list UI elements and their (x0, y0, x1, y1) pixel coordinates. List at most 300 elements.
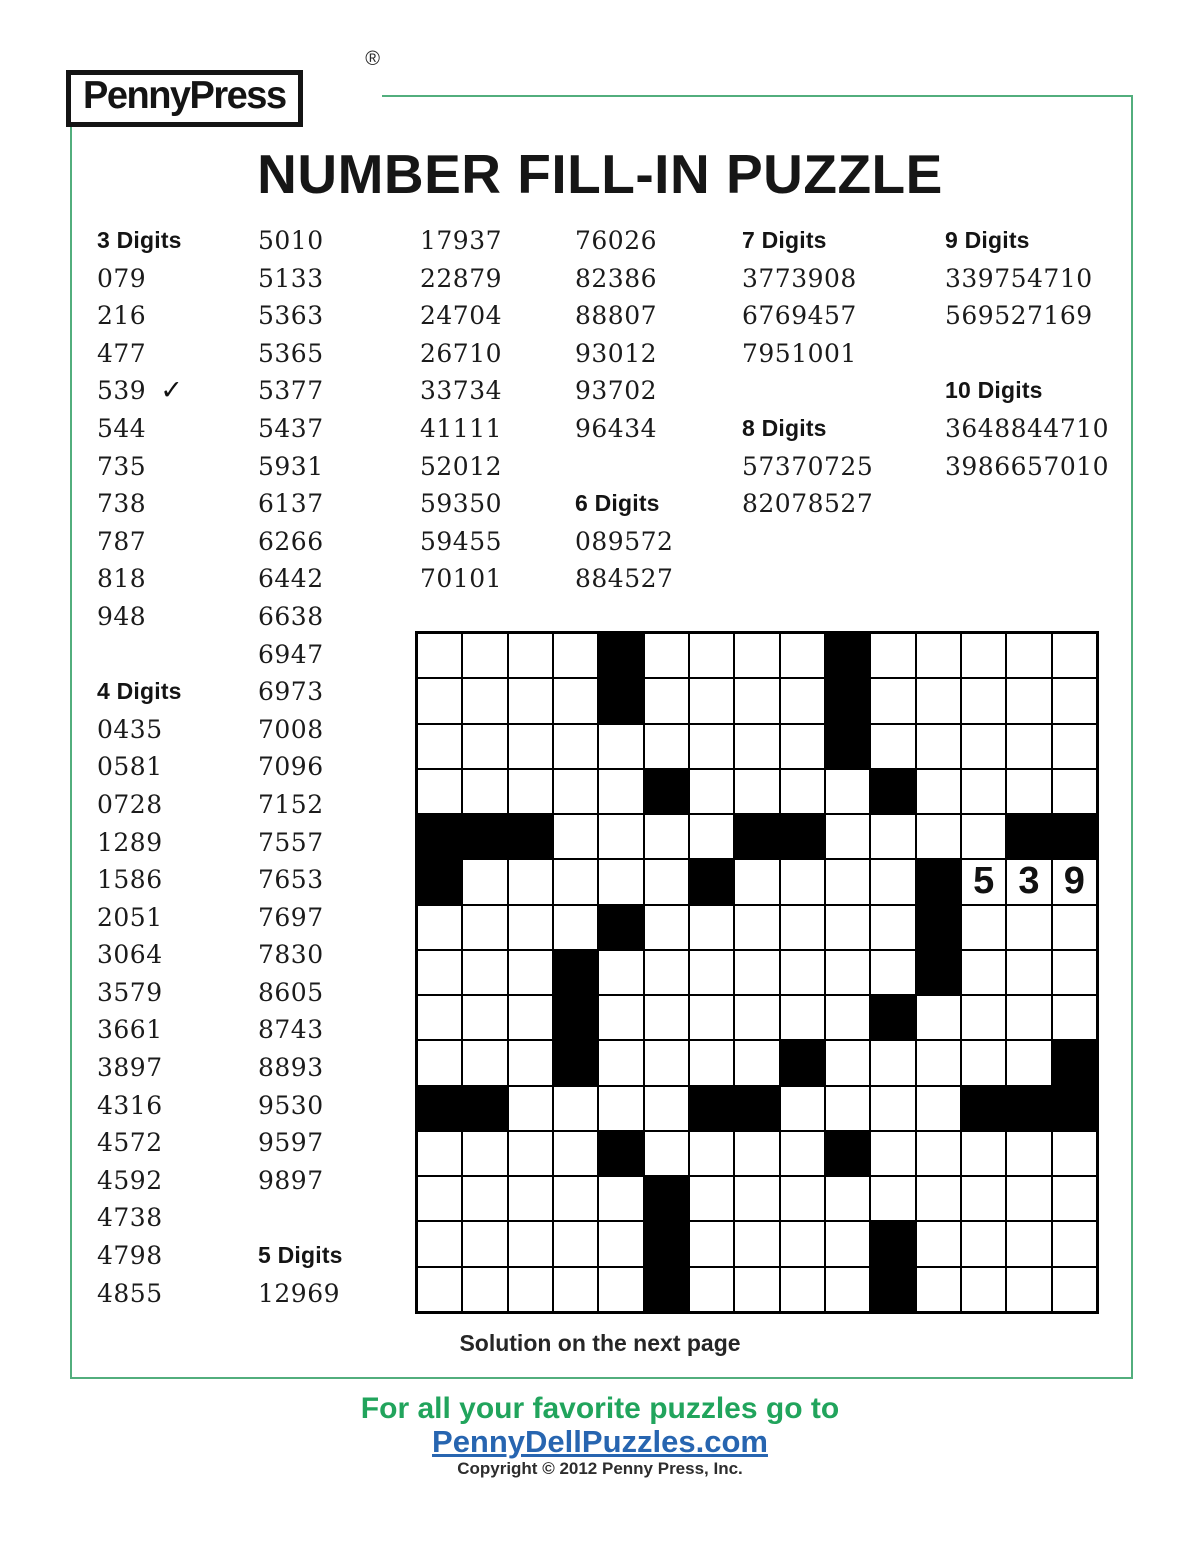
number-item: 787 (97, 526, 147, 556)
grid-cell[interactable] (916, 1221, 961, 1266)
grid-cell[interactable] (462, 678, 507, 723)
digit-group-header: 7 Digits (742, 227, 827, 253)
grid-cell[interactable] (462, 1131, 507, 1176)
number-item: 539 ✓ (97, 375, 184, 407)
grid-cell[interactable] (1006, 1176, 1051, 1221)
grid-cell[interactable] (734, 724, 779, 769)
grid-cell[interactable] (689, 1040, 734, 1085)
grid-cell[interactable] (870, 950, 915, 995)
grid-cell[interactable] (553, 1131, 598, 1176)
grid-cell[interactable] (553, 859, 598, 904)
grid-cell[interactable] (598, 814, 643, 859)
grid-cell[interactable] (553, 1086, 598, 1131)
number-item: 6442 (258, 564, 324, 594)
grid-cell[interactable] (644, 1040, 689, 1085)
solution-note: Solution on the next page (459, 1330, 741, 1356)
grid-cell[interactable] (508, 633, 553, 678)
grid-cell-black (870, 1267, 915, 1312)
grid-cell-black (417, 859, 462, 904)
grid-cell[interactable] (508, 859, 553, 904)
number-item: 6947 (258, 639, 324, 669)
grid-cell[interactable] (916, 995, 961, 1040)
number-item: 3579 (97, 977, 163, 1007)
grid-cell[interactable] (644, 633, 689, 678)
number-item: 70101 (420, 564, 503, 594)
grid-cell[interactable] (508, 1040, 553, 1085)
number-list-column-4 (575, 222, 673, 598)
grid-cell[interactable] (780, 1131, 825, 1176)
grid-cell[interactable] (916, 678, 961, 723)
grid-cell[interactable] (689, 633, 734, 678)
grid-cell-black (1052, 1040, 1097, 1085)
grid-cell[interactable] (916, 1131, 961, 1176)
grid-cell[interactable] (825, 1086, 870, 1131)
grid-cell[interactable] (417, 1221, 462, 1266)
number-item: 26710 (420, 338, 503, 368)
grid-cell[interactable] (417, 633, 462, 678)
site-link[interactable]: PennyDellPuzzles.com (432, 1424, 768, 1459)
grid-cell[interactable] (689, 1176, 734, 1221)
grid-cell[interactable] (553, 678, 598, 723)
grid-cell[interactable] (734, 1176, 779, 1221)
grid-cell-black (870, 769, 915, 814)
grid-cell[interactable] (689, 678, 734, 723)
grid-cell[interactable] (961, 1176, 1006, 1221)
grid-cell[interactable] (417, 950, 462, 995)
grid-cell[interactable] (734, 1040, 779, 1085)
number-item: 1586 (97, 865, 163, 895)
grid-cell[interactable] (961, 633, 1006, 678)
grid-cell[interactable] (553, 633, 598, 678)
grid-cell[interactable] (916, 633, 961, 678)
grid-cell[interactable] (916, 814, 961, 859)
grid-cell[interactable] (417, 769, 462, 814)
grid-cell-black (644, 1176, 689, 1221)
grid-cell[interactable] (734, 769, 779, 814)
grid-cell[interactable] (553, 724, 598, 769)
grid-cell[interactable] (689, 724, 734, 769)
number-item: 5931 (258, 451, 324, 481)
number-item: 5010 (258, 226, 324, 255)
grid-cell[interactable] (780, 678, 825, 723)
grid-cell[interactable] (508, 1176, 553, 1221)
grid-cell[interactable] (553, 769, 598, 814)
grid-cell[interactable]: 3 (1006, 859, 1051, 904)
grid-cell[interactable] (870, 859, 915, 904)
number-item: 22879 (420, 263, 503, 293)
number-list-column-2 (258, 222, 343, 1312)
grid-cell[interactable] (916, 724, 961, 769)
grid-cell[interactable] (870, 905, 915, 950)
grid-cell-black (417, 814, 462, 859)
number-item: 57370725 (742, 451, 874, 481)
number-item: 88807 (575, 301, 658, 331)
grid-cell[interactable] (1006, 1040, 1051, 1085)
number-item: 8605 (258, 977, 324, 1007)
logo-box (66, 70, 303, 127)
grid-cell-black (825, 678, 870, 723)
grid-cell[interactable] (553, 1176, 598, 1221)
number-item: 738 (97, 489, 147, 519)
grid-cell[interactable] (462, 1040, 507, 1085)
digit-group-header: 6 Digits (575, 490, 660, 517)
grid-cell[interactable] (689, 769, 734, 814)
grid-cell[interactable] (825, 769, 870, 814)
grid-cell[interactable] (508, 905, 553, 950)
number-item: 884527 (575, 564, 674, 594)
grid-cell[interactable] (961, 950, 1006, 995)
grid-cell-black (598, 633, 643, 678)
grid-cell[interactable] (870, 1086, 915, 1131)
number-item: 3773908 (742, 263, 857, 293)
grid-cell[interactable]: 5 (961, 859, 1006, 904)
number-item: 33734 (420, 376, 503, 406)
number-item: 4316 (97, 1090, 163, 1120)
grid-cell[interactable] (508, 995, 553, 1040)
grid-cell[interactable] (870, 1040, 915, 1085)
number-item: 52012 (420, 451, 503, 481)
grid-cell[interactable] (553, 1267, 598, 1312)
grid-cell[interactable] (870, 1176, 915, 1221)
digit-group-header: 8 Digits (742, 414, 827, 441)
grid-cell[interactable] (689, 905, 734, 950)
grid-cell[interactable] (780, 1086, 825, 1131)
number-item: 24704 (420, 301, 503, 331)
grid-cell[interactable] (553, 814, 598, 859)
logo (48, 46, 382, 126)
grid-cell[interactable] (508, 1267, 553, 1312)
grid-cell-black (825, 724, 870, 769)
grid-cell[interactable] (734, 995, 779, 1040)
number-item: 4738 (97, 1203, 163, 1233)
grid-cell[interactable] (780, 859, 825, 904)
grid-cell[interactable] (598, 1086, 643, 1131)
grid-cell[interactable] (508, 1086, 553, 1131)
grid-cell-black (598, 678, 643, 723)
grid-cell[interactable] (916, 769, 961, 814)
number-item: 9530 (258, 1090, 324, 1120)
grid-cell-black (780, 814, 825, 859)
grid-cell[interactable] (417, 1267, 462, 1312)
number-item: 477 (97, 338, 147, 368)
grid-cell-black (598, 1131, 643, 1176)
grid-cell[interactable] (689, 1131, 734, 1176)
grid-cell[interactable] (644, 950, 689, 995)
grid-cell[interactable] (462, 1221, 507, 1266)
number-item: 9597 (258, 1128, 324, 1158)
number-item: 6266 (258, 526, 324, 556)
number-item: 41111 (420, 413, 503, 443)
grid-cell-black (689, 1086, 734, 1131)
grid-cell[interactable] (780, 1221, 825, 1266)
grid-cell[interactable] (508, 678, 553, 723)
number-item: 3648844710 (945, 413, 1110, 443)
grid-cell[interactable] (644, 995, 689, 1040)
grid-cell[interactable] (417, 724, 462, 769)
grid-cell[interactable] (462, 724, 507, 769)
number-list-column-6 (945, 222, 1109, 485)
grid-cell[interactable] (961, 905, 1006, 950)
check-icon: ✓ (160, 375, 184, 407)
grid-cell[interactable] (644, 1131, 689, 1176)
grid-cell[interactable] (644, 1086, 689, 1131)
grid-cell[interactable] (598, 724, 643, 769)
number-item: 089572 (575, 526, 674, 556)
page-title: NUMBER FILL-IN PUZZLE (257, 143, 943, 205)
grid-cell[interactable] (870, 724, 915, 769)
copyright-text: Copyright © 2012 Penny Press, Inc. (457, 1459, 743, 1478)
number-item (945, 335, 1109, 373)
grid-cell[interactable] (961, 1131, 1006, 1176)
grid-cell[interactable] (961, 678, 1006, 723)
grid-cell[interactable] (598, 1040, 643, 1085)
grid-cell[interactable] (1052, 724, 1097, 769)
grid-cell[interactable] (825, 1176, 870, 1221)
grid-cell[interactable] (644, 859, 689, 904)
grid-cell[interactable] (734, 905, 779, 950)
grid-cell[interactable] (961, 769, 1006, 814)
grid-cell[interactable] (598, 769, 643, 814)
grid-cell-black (870, 995, 915, 1040)
grid-cell[interactable] (417, 678, 462, 723)
grid-cell[interactable] (1006, 1131, 1051, 1176)
number-item: 3064 (97, 940, 163, 970)
grid-cell[interactable] (417, 1040, 462, 1085)
grid-cell-black (825, 1131, 870, 1176)
number-item: 735 (97, 451, 147, 481)
grid-cell[interactable] (870, 633, 915, 678)
grid-cell[interactable] (1052, 995, 1097, 1040)
grid-cell[interactable] (961, 1040, 1006, 1085)
grid-cell[interactable] (553, 1221, 598, 1266)
number-item: 569527169 (945, 301, 1093, 331)
grid-cell[interactable] (462, 950, 507, 995)
grid-cell[interactable] (780, 1176, 825, 1221)
grid-cell[interactable] (689, 1267, 734, 1312)
grid-cell[interactable] (1006, 678, 1051, 723)
number-item: 0728 (97, 789, 163, 819)
grid-cell-black (553, 1040, 598, 1085)
grid-cell[interactable] (598, 1176, 643, 1221)
grid-cell-black (961, 1086, 1006, 1131)
grid-cell[interactable] (508, 950, 553, 995)
grid-cell[interactable] (780, 950, 825, 995)
grid-cell[interactable] (825, 859, 870, 904)
grid-cell[interactable] (916, 1176, 961, 1221)
grid-cell[interactable] (1052, 678, 1097, 723)
grid-cell[interactable] (780, 633, 825, 678)
number-item: 079 (97, 263, 147, 293)
number-item: 6769457 (742, 301, 857, 331)
number-item: 9897 (258, 1165, 324, 1195)
grid-cell[interactable] (825, 995, 870, 1040)
grid-cell[interactable] (1052, 1221, 1097, 1266)
registered-trademark-icon: ® (365, 48, 380, 70)
grid-cell[interactable] (734, 1221, 779, 1266)
number-item: 3661 (97, 1015, 163, 1045)
grid-cell[interactable] (1052, 905, 1097, 950)
grid-cell[interactable] (689, 950, 734, 995)
grid-cell[interactable] (734, 678, 779, 723)
number-item: 6137 (258, 489, 324, 519)
grid-cell[interactable] (961, 1267, 1006, 1312)
number-item: 59455 (420, 526, 503, 556)
grid-cell[interactable] (825, 814, 870, 859)
grid-cell[interactable] (734, 1131, 779, 1176)
grid-cell[interactable] (462, 905, 507, 950)
grid-cell[interactable] (462, 633, 507, 678)
grid-cell[interactable] (961, 724, 1006, 769)
grid-cell[interactable] (1006, 905, 1051, 950)
number-item: 93702 (575, 376, 658, 406)
promo-text: For all your favorite puzzles go to (360, 1392, 840, 1425)
grid-cell[interactable] (689, 814, 734, 859)
number-item: 544 (97, 413, 147, 443)
grid-cell[interactable] (553, 905, 598, 950)
grid-cell-black (553, 995, 598, 1040)
digit-group-header: 5 Digits (258, 1242, 343, 1269)
grid-cell[interactable] (1006, 1267, 1051, 1312)
grid-cell[interactable] (1006, 950, 1051, 995)
grid-cell[interactable] (689, 995, 734, 1040)
grid-cell[interactable] (644, 724, 689, 769)
grid-cell[interactable] (825, 1267, 870, 1312)
grid-cell[interactable] (780, 995, 825, 1040)
grid-cell[interactable] (644, 814, 689, 859)
grid-cell[interactable] (1006, 995, 1051, 1040)
grid-cell-black (1006, 814, 1051, 859)
logo-text: PennyPress (83, 74, 286, 118)
number-item: 0435 (97, 714, 163, 744)
grid-cell[interactable]: 9 (1052, 859, 1097, 904)
grid-cell-black (780, 1040, 825, 1085)
number-item: 5377 (258, 376, 324, 406)
grid-cell[interactable] (689, 1221, 734, 1266)
number-item: 93012 (575, 338, 658, 368)
digit-group-header: 4 Digits (97, 678, 182, 705)
grid-cell[interactable] (462, 1267, 507, 1312)
grid-cell[interactable] (961, 1221, 1006, 1266)
number-item: 6973 (258, 677, 324, 707)
grid-cell[interactable] (825, 950, 870, 995)
grid-cell[interactable] (1052, 950, 1097, 995)
number-item: 818 (97, 564, 147, 594)
grid-cell[interactable] (598, 1221, 643, 1266)
grid-cell-black (1052, 814, 1097, 859)
grid-cell[interactable] (825, 1221, 870, 1266)
grid-cell[interactable] (825, 905, 870, 950)
number-item: 5133 (258, 263, 324, 293)
grid-cell[interactable] (1006, 724, 1051, 769)
grid-cell[interactable] (417, 995, 462, 1040)
grid-cell[interactable] (508, 1131, 553, 1176)
grid-cell[interactable] (644, 678, 689, 723)
grid-cell-black (689, 859, 734, 904)
number-item: 7096 (258, 752, 324, 782)
grid-cell[interactable] (1052, 1131, 1097, 1176)
grid-cell[interactable] (961, 995, 1006, 1040)
grid-cell[interactable] (870, 678, 915, 723)
number-item (258, 1199, 343, 1237)
number-item: 216 (97, 301, 147, 331)
grid-cell[interactable] (1052, 1176, 1097, 1221)
fillin-grid (415, 631, 1099, 1314)
grid-cell[interactable] (734, 1267, 779, 1312)
grid-cell[interactable] (417, 905, 462, 950)
number-item: 3986657010 (945, 451, 1110, 481)
grid-cell[interactable] (1006, 1221, 1051, 1266)
grid-cell-black (916, 859, 961, 904)
number-list-column-5 (742, 222, 873, 523)
grid-cell-black (1052, 1086, 1097, 1131)
grid-cell[interactable] (417, 1176, 462, 1221)
number-item: 59350 (420, 489, 503, 519)
grid-cell[interactable] (825, 1040, 870, 1085)
grid-cell[interactable] (462, 769, 507, 814)
grid-cell[interactable] (508, 769, 553, 814)
grid-cell-black (644, 1221, 689, 1266)
number-item (575, 448, 673, 486)
digit-group-header: 9 Digits (945, 227, 1030, 253)
grid-cell[interactable] (598, 1267, 643, 1312)
number-item: 96434 (575, 413, 658, 443)
number-item: 17937 (420, 226, 503, 255)
grid-cell[interactable] (1006, 769, 1051, 814)
grid-cell[interactable] (508, 1221, 553, 1266)
grid-cell[interactable] (916, 1086, 961, 1131)
number-item: 3897 (97, 1053, 163, 1083)
number-item: 7008 (258, 714, 324, 744)
grid-cell[interactable] (1006, 633, 1051, 678)
grid-cell[interactable] (916, 1040, 961, 1085)
grid-cell[interactable] (598, 950, 643, 995)
grid-cell[interactable] (870, 814, 915, 859)
grid-cell[interactable] (916, 1267, 961, 1312)
grid-cell-black (508, 814, 553, 859)
grid-cell[interactable] (734, 633, 779, 678)
grid-cell[interactable] (870, 1131, 915, 1176)
grid-cell-black (916, 905, 961, 950)
number-item: 7697 (258, 902, 324, 932)
grid-cell[interactable] (1052, 769, 1097, 814)
grid-cell[interactable] (417, 1131, 462, 1176)
grid-cell[interactable] (734, 859, 779, 904)
number-item: 4855 (97, 1278, 163, 1308)
grid-cell[interactable] (508, 724, 553, 769)
digit-group-header: 10 Digits (945, 377, 1043, 404)
number-item: 5437 (258, 413, 324, 443)
grid-cell[interactable] (780, 724, 825, 769)
grid-cell[interactable] (462, 995, 507, 1040)
number-item: 8893 (258, 1053, 324, 1083)
number-item: 4572 (97, 1128, 163, 1158)
number-item (742, 372, 873, 410)
grid-cell[interactable] (961, 814, 1006, 859)
grid-cell[interactable] (462, 1176, 507, 1221)
grid-cell[interactable] (598, 859, 643, 904)
grid-cell[interactable] (598, 995, 643, 1040)
grid-cell[interactable] (780, 769, 825, 814)
grid-cell[interactable] (734, 950, 779, 995)
grid-cell[interactable] (644, 905, 689, 950)
grid-cell[interactable] (780, 1267, 825, 1312)
grid-cell[interactable] (780, 905, 825, 950)
grid-cell[interactable] (462, 859, 507, 904)
grid-cell[interactable] (1052, 633, 1097, 678)
number-item: 82078527 (742, 489, 874, 519)
grid-cell[interactable] (1052, 1267, 1097, 1312)
number-item: 339754710 (945, 263, 1093, 293)
